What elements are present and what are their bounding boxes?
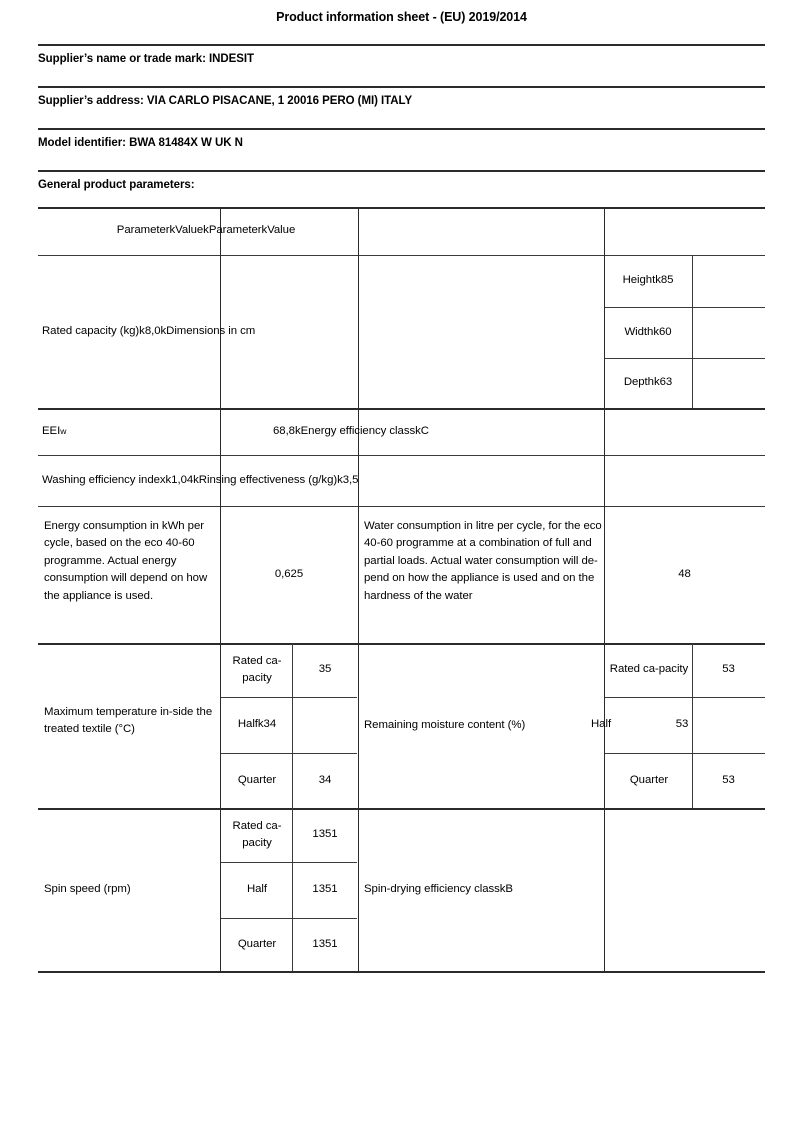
- temp-rated-capacity-label: Rated ca-pacity: [232, 654, 282, 684]
- supplier-name-line: Supplier’s name or trade mark: INDESIT: [38, 53, 255, 65]
- page-title: Product information sheet - (EU) 2019/2014: [276, 10, 527, 24]
- temp-quarter-value: 34: [318, 773, 332, 786]
- moisture-rated-capacity-label: Rated ca-pacity: [609, 663, 689, 676]
- eei-label-text: EEI: [42, 424, 61, 437]
- eei-value: 68,8kEnergy efficiency classkC: [273, 424, 429, 437]
- header-divider-2: [38, 86, 765, 88]
- moisture-quarter-value: 53: [722, 773, 735, 786]
- header-divider-3: [38, 128, 765, 130]
- eei-label-subscript: w: [60, 425, 67, 436]
- supplier-address-line: Supplier’s address: VIA CARLO PISACANE, 1 20016 PERO (MI) ITALY: [38, 95, 413, 107]
- model-identifier-line: Model identifier: BWA 81484X W UK N: [38, 137, 243, 149]
- washing-efficiency-row: Washing efficiency indexk1,04kRinsing effectiveness (g/kg)k3,5: [42, 473, 359, 486]
- water-consumption-value: 48: [678, 567, 691, 580]
- spin-quarter-value: 1351: [312, 937, 338, 950]
- spin-half-value: 1351: [312, 883, 338, 896]
- spin-rated-capacity-value: 1351: [312, 828, 338, 841]
- temp-half-value: [292, 697, 358, 753]
- water-consumption-label: Water consumption in litre per cycle, for the eco 40-60 programme at a combination of full and partial loads. Actual water consumption will de-pend on how the appliance is used and on the hardness of the water: [364, 520, 602, 602]
- temp-half-label: Halfk34: [237, 718, 277, 731]
- dimension-width: Widthk60: [624, 325, 672, 338]
- moisture-half-value: 53: [675, 718, 689, 731]
- energy-consumption-value: 0,625: [274, 567, 304, 580]
- temp-quarter-label: Quarter: [237, 773, 277, 786]
- header-divider-1: [38, 44, 765, 46]
- moisture-half-label: Half: [591, 718, 612, 731]
- table-bottom-border: [38, 971, 765, 973]
- dimension-height: Heightk85: [622, 274, 674, 287]
- energy-consumption-label: Energy consumption in kWh per cycle, based on the eco 40-60 programme. Actual energy consumption will depend on how the appliance is used.: [44, 520, 208, 602]
- rated-capacity-label: Rated capacity (kg)k8,0kDimensions in cm: [42, 324, 256, 337]
- remaining-moisture-label: Remaining moisture content (%): [364, 718, 526, 731]
- spin-drying-efficiency-class: Spin-drying efficiency classkB: [364, 882, 513, 895]
- temp-rated-capacity-value: 35: [318, 663, 332, 676]
- spin-quarter-label: Quarter: [237, 937, 277, 950]
- spin-half-label: Half: [246, 883, 268, 896]
- spin-speed-label: Spin speed (rpm): [44, 882, 131, 895]
- table-header-labels: ParameterkValuekParameterkValue: [116, 224, 296, 237]
- moisture-quarter-label: Quarter: [629, 773, 669, 786]
- moisture-rated-capacity-value: 53: [722, 663, 735, 676]
- spin-rated-capacity-label: Rated ca-pacity: [232, 819, 282, 849]
- dimension-sub-divider: [692, 255, 693, 408]
- max-temperature-label: Maximum temperature in-side the treated textile (°C): [44, 706, 213, 736]
- header-divider-4: [38, 170, 765, 172]
- dimension-depth: Depthk63: [623, 376, 673, 389]
- eei-label: [42, 408, 212, 455]
- general-parameters-line: General product parameters:: [38, 179, 195, 191]
- general-product-parameters-table: [38, 207, 765, 971]
